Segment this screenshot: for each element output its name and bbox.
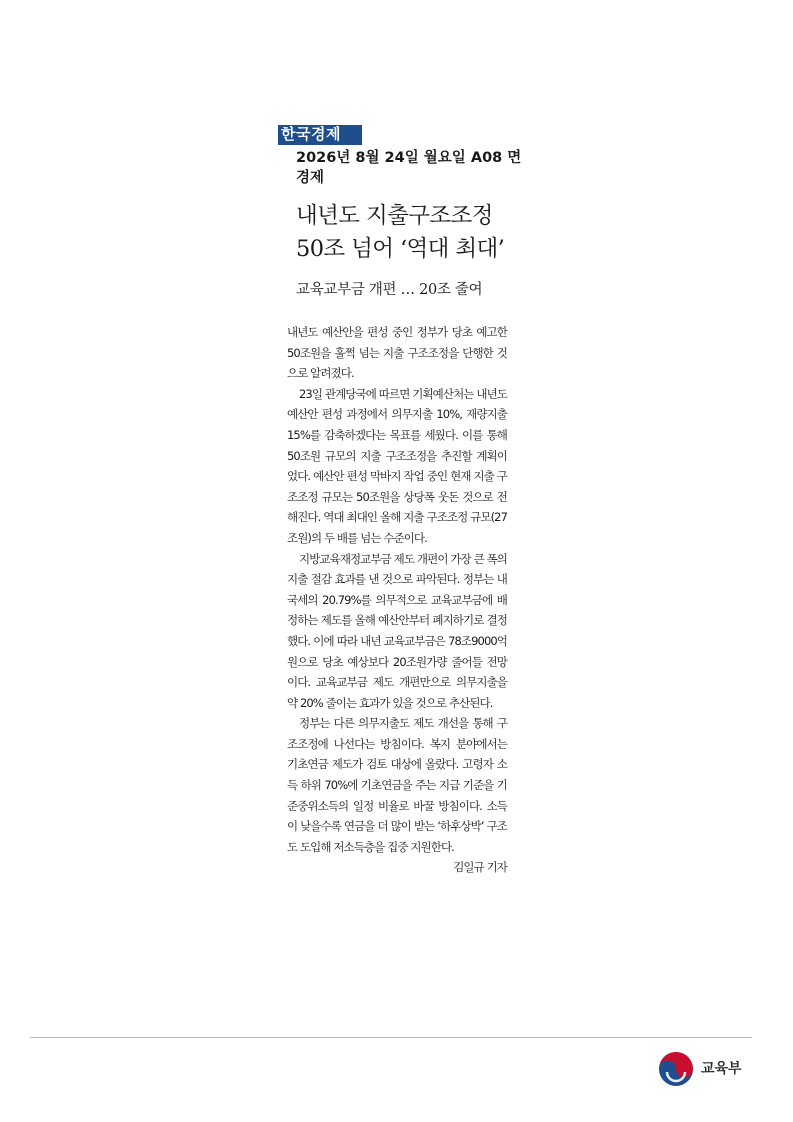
footer-rule	[30, 1037, 752, 1038]
masthead-rule	[278, 144, 362, 145]
body-paragraph: 지방교육재정교부금 제도 개편이 가장 큰 폭의 지출 절감 효과를 낸 것으로 파악된다. 정부는 내국세의 20.79%를 의무적으로 교육교부금에 배정하는 제도를 올해 예산안부터 폐지하기로 결정했다. 이에 따라 내년 교육교부금은 78조9000억원으로 당초 예상보다 20조원가량 줄어들 전망이다. 교육교부금 제도 개편만으로 의무지출을 약 20% 줄이는 효과가 있을 것으로 추산된다.	[287, 551, 507, 710]
article-subhead: 교육교부금 개편 … 20조 줄여	[296, 282, 483, 298]
headline-line-2: 50조 넘어 ‘역대 최대’	[296, 236, 505, 262]
article-headline	[296, 200, 556, 266]
body-paragraph: 내년도 예산안을 편성 중인 정부가 당초 예고한 50조원을 훌쩍 넘는 지출 구조조정을 단행한 것으로 알려졌다.	[287, 325, 507, 381]
publication-info: 2026년 8월 24일 월요일 A08 면 경제	[296, 150, 522, 186]
taegeuk-emblem-icon	[658, 1051, 694, 1087]
masthead-label: 한국경제	[278, 125, 362, 144]
headline-line-1: 내년도 지출구조조정	[296, 203, 493, 229]
body-paragraph: 23일 관계당국에 따르면 기획예산처는 내년도 예산안 편성 과정에서 의무지출 10%, 재량지출 15%를 감축하겠다는 목표를 세웠다. 이를 통해 50조원 규모의 지출 구조조정을 추진할 계획이었다. 예산안 편성 막바지 작업 중인 현재 지출 구조조정 규모는 50조원을 상당폭 웃돈 것으로 전해진다. 역대 최대인 올해 지출 구조조정 규모(27조원)의 두 배를 넘는 수준이다.	[287, 386, 507, 545]
body-paragraph-text: 정부는 다른 의무지출도 제도 개선을 통해 구조조정에 나선다는 방침이다. 복지 분야에서는 기초연금 제도가 검토 대상에 올랐다. 고령자 소득 하위 70%에 기초연금을 주는 지급 기준을 기준중위소득의 일정 비율로 바꿀 방침이다. 소득이 낮을수록 연금을 더 많이 받는 ‘하후상박’ 구조도 도입해 저소득층을 집중 지원한다.	[287, 716, 507, 854]
byline: 김일규 기자	[453, 860, 507, 875]
ministry-name: 교육부	[701, 1061, 742, 1077]
article-body	[287, 322, 507, 878]
body-paragraph	[287, 713, 507, 875]
